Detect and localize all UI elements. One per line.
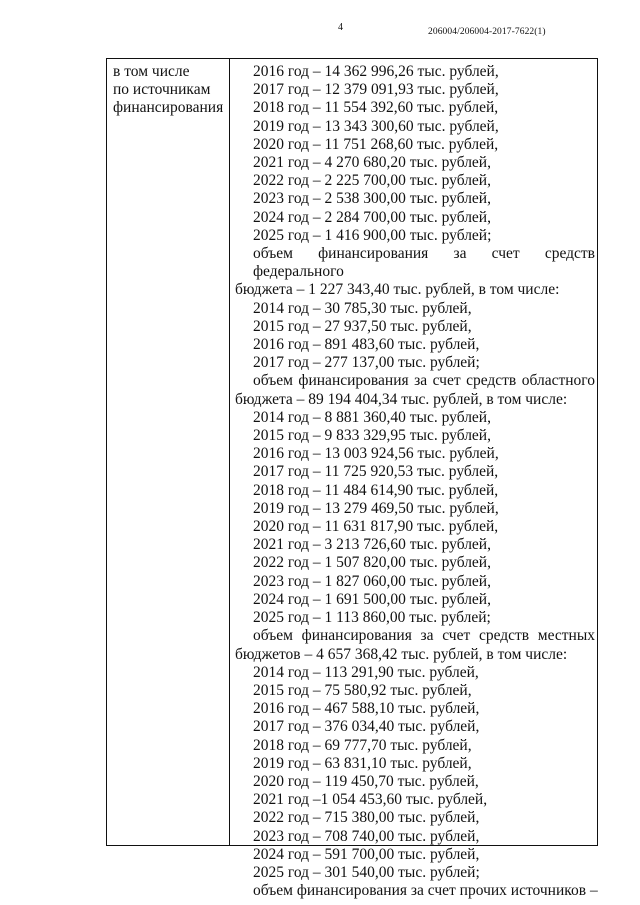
year-line: 2021 год –1 054 453,60 тыс. рублей, bbox=[253, 791, 488, 809]
year-line: 2020 год – 119 450,70 тыс. рублей, bbox=[253, 772, 479, 790]
year-line: 2018 год – 11 554 392,60 тыс. рублей, bbox=[253, 99, 499, 117]
year-line: 2018 год – 11 484 614,90 тыс. рублей, bbox=[253, 481, 499, 499]
year-line: 2015 год – 27 937,50 тыс. рублей, bbox=[253, 317, 472, 335]
year-line: 2025 год – 1 113 860,00 тыс. рублей; bbox=[253, 609, 491, 627]
year-line: 2025 год – 1 416 900,00 тыс. рублей; bbox=[253, 226, 492, 244]
year-line: 2019 год – 13 279 469,50 тыс. рублей, bbox=[253, 499, 499, 517]
year-line: 2024 год – 1 691 500,00 тыс. рублей, bbox=[253, 590, 491, 608]
year-line: 2021 год – 3 213 726,60 тыс. рублей, bbox=[253, 536, 491, 554]
year-line: 2019 год – 63 831,10 тыс. рублей, bbox=[253, 754, 472, 772]
year-line: 2024 год – 2 284 700,00 тыс. рублей, bbox=[253, 208, 491, 226]
regional-budget-heading: объем финансирования за счет средств областного bbox=[253, 372, 595, 390]
year-line: 2015 год – 9 833 329,95 тыс. рублей, bbox=[253, 427, 491, 445]
year-line: 2017 год – 277 137,00 тыс. рублей; bbox=[253, 354, 480, 372]
year-line: 2023 год – 708 740,00 тыс. рублей, bbox=[253, 827, 480, 845]
federal-budget-heading: объем финансирования за счет средств федерального bbox=[253, 245, 595, 281]
column-divider bbox=[229, 59, 230, 845]
local-budget-heading: объем финансирования за счет средств местных bbox=[253, 627, 595, 645]
year-line: 2017 год – 11 725 920,53 тыс. рублей, bbox=[253, 463, 499, 481]
regional-budget-total: бюджета – 89 194 404,34 тыс. рублей, в том числе: bbox=[235, 390, 568, 408]
year-line: 2016 год – 467 588,10 тыс. рублей, bbox=[253, 700, 480, 718]
year-line: 2018 год – 69 777,70 тыс. рублей, bbox=[253, 736, 472, 754]
year-line: 2020 год – 11 751 268,60 тыс. рублей, bbox=[253, 135, 499, 153]
year-line: 2022 год – 1 507 820,00 тыс. рублей, bbox=[253, 554, 491, 572]
year-line: 2025 год – 301 540,00 тыс. рублей; bbox=[253, 863, 480, 881]
year-line: 2017 год – 12 379 091,93 тыс. рублей, bbox=[253, 81, 499, 99]
document-id: 206004/206004-2017-7622(1) bbox=[428, 27, 546, 37]
year-line: 2014 год – 113 291,90 тыс. рублей, bbox=[253, 663, 479, 681]
year-line: 2016 год – 13 003 924,56 тыс. рублей, bbox=[253, 445, 499, 463]
year-line: 2022 год – 2 225 700,00 тыс. рублей, bbox=[253, 172, 491, 190]
federal-budget-total: бюджета – 1 227 343,40 тыс. рублей, в том числе: bbox=[235, 281, 560, 299]
left-cell-line: в том числе bbox=[113, 63, 190, 80]
year-line: 2016 год – 14 362 996,26 тыс. рублей, bbox=[253, 63, 499, 80]
year-line: 2019 год – 13 343 300,60 тыс. рублей, bbox=[253, 117, 499, 135]
left-cell-label bbox=[113, 63, 227, 118]
year-line: 2024 год – 591 700,00 тыс. рублей, bbox=[253, 845, 480, 863]
year-line: 2015 год – 75 580,92 тыс. рублей, bbox=[253, 681, 472, 699]
right-cell-content bbox=[235, 63, 598, 900]
financing-table bbox=[106, 58, 598, 900]
year-line: 2016 год – 891 483,60 тыс. рублей, bbox=[253, 336, 480, 354]
year-line: 2014 год – 8 881 360,40 тыс. рублей, bbox=[253, 408, 491, 426]
year-line: 2022 год – 715 380,00 тыс. рублей, bbox=[253, 809, 480, 827]
left-cell-line: по источникам bbox=[113, 81, 211, 99]
year-line: 2023 год – 1 827 060,00 тыс. рублей, bbox=[253, 572, 491, 590]
other-sources-heading: объем финансирования за счет прочих источников – bbox=[253, 882, 598, 900]
page-number: 4 bbox=[338, 22, 343, 33]
year-line: 2014 год – 30 785,30 тыс. рублей, bbox=[253, 299, 472, 317]
year-line: 2023 год – 2 538 300,00 тыс. рублей, bbox=[253, 190, 491, 208]
year-line: 2020 год – 11 631 817,90 тыс. рублей, bbox=[253, 518, 499, 536]
year-line: 2021 год – 4 270 680,20 тыс. рублей, bbox=[253, 154, 491, 172]
left-cell-line: финансирования bbox=[113, 99, 224, 117]
year-line: 2017 год – 376 034,40 тыс. рублей, bbox=[253, 718, 480, 736]
local-budget-total: бюджетов – 4 657 368,42 тыс. рублей, в том числе: bbox=[235, 645, 568, 663]
